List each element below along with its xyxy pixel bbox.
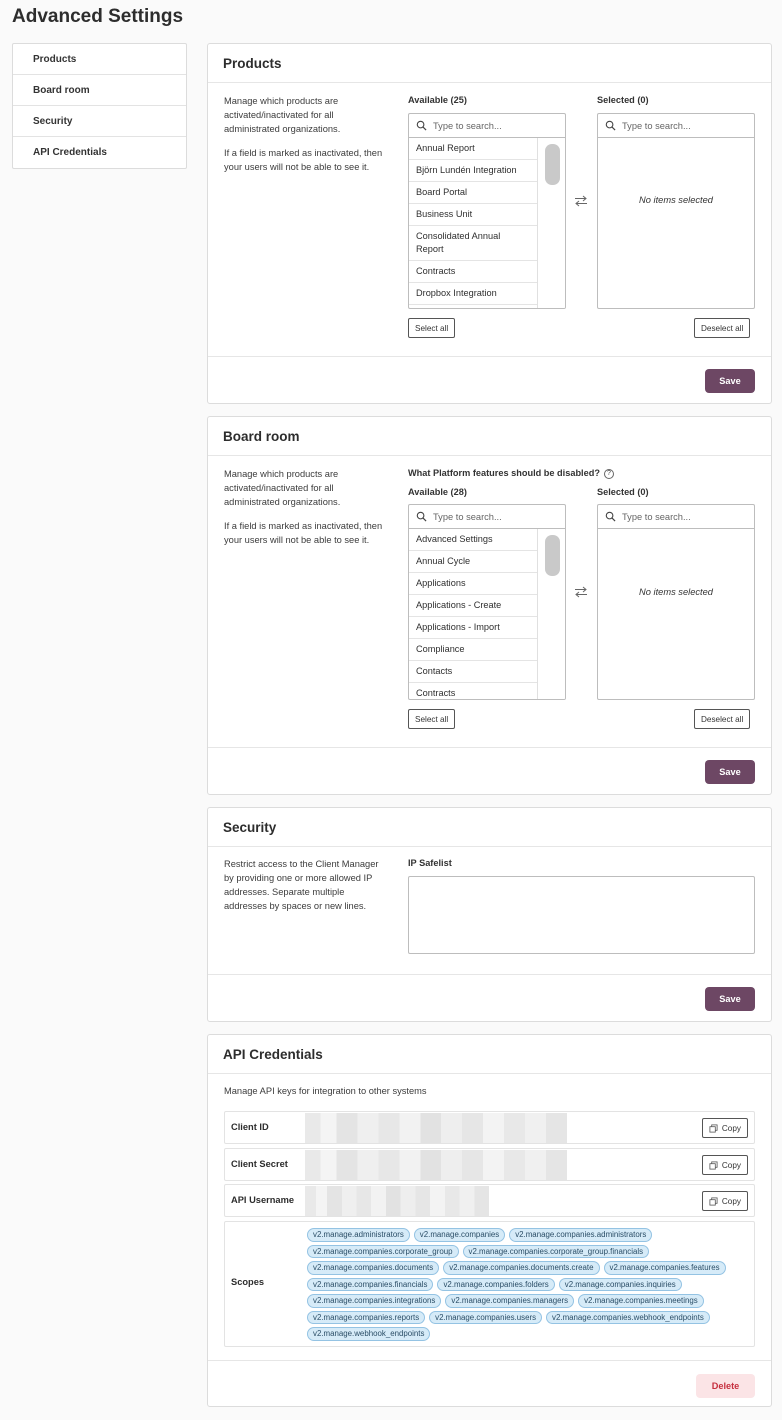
scope-tag: v2.manage.companies.corporate_group.financials [463,1245,650,1259]
sidebar-item-products[interactable]: Products [13,44,186,75]
products-title: Products [208,44,771,83]
board-room-question-text: What Platform features should be disabled? [408,468,600,478]
scope-tag: v2.manage.companies.folders [437,1278,554,1292]
scope-tag: v2.manage.administrators [307,1228,410,1242]
security-footer [208,975,771,1021]
scope-tag: v2.manage.companies.reports [307,1311,425,1325]
products-available-list [408,113,566,309]
client-id-label: Client ID [231,1122,269,1132]
products-description-2: If a field is marked as inactivated, then your users will not be able to see it. [224,148,383,172]
security-card [207,807,772,1022]
products-description-1: Manage which products are activated/inactivated for all administrated organizations. [224,96,341,134]
scrollbar-thumb[interactable] [545,144,560,185]
board-room-body [208,456,771,748]
scope-tag: v2.manage.companies.documents [307,1261,439,1275]
products-footer [208,357,771,403]
list-item[interactable]: Applications [409,573,537,595]
copy-label: Copy [721,1123,741,1133]
api-username-row [224,1184,755,1217]
scopes-row [224,1221,755,1347]
products-description [224,94,384,174]
board-room-description [224,467,384,547]
api-username-value-redacted [305,1186,489,1216]
board-room-selected-search [598,505,754,529]
list-item[interactable]: Business Unit [409,204,537,226]
scope-tags [307,1228,752,1341]
list-item[interactable]: Annual Report [409,138,537,160]
products-deselect-all-button[interactable]: Deselect all [694,318,750,338]
search-icon [605,511,616,522]
products-available-search [409,114,565,138]
api-credentials-title: API Credentials [208,1035,771,1074]
scope-tag: v2.manage.companies [414,1228,505,1242]
api-credentials-card [207,1034,772,1407]
board-room-footer [208,748,771,794]
sidebar-item-security[interactable]: Security [13,106,186,137]
client-secret-row [224,1148,755,1181]
scope-tag: v2.manage.companies.financials [307,1278,433,1292]
board-room-available-list [408,504,566,700]
list-item[interactable]: Applications - Import [409,617,537,639]
scope-tag: v2.manage.companies.managers [445,1294,574,1308]
list-item[interactable]: Advanced Settings [409,529,537,551]
board-room-selected-search-input[interactable] [622,512,742,522]
list-item[interactable]: Contracts [409,683,537,699]
sidebar-item-board-room[interactable]: Board room [13,75,186,106]
copy-client-secret-button[interactable] [702,1155,748,1175]
copy-icon [709,1161,718,1170]
list-item[interactable]: Applications - Create [409,595,537,617]
copy-icon [709,1124,718,1133]
scope-tag: v2.manage.companies.integrations [307,1294,441,1308]
board-room-empty-message: No items selected [639,587,713,597]
ip-safelist-label: IP Safelist [408,858,452,868]
scope-tag: v2.manage.companies.meetings [578,1294,704,1308]
scope-tag: v2.manage.companies.documents.create [443,1261,599,1275]
scope-tag: v2.manage.companies.users [429,1311,542,1325]
products-card [207,43,772,404]
search-icon [416,511,427,522]
search-icon [605,120,616,131]
help-icon[interactable]: ? [604,469,614,479]
scope-tag: v2.manage.webhook_endpoints [307,1327,430,1341]
products-save-button[interactable]: Save [705,369,755,393]
board-room-selected-list [597,504,755,700]
products-available-items [409,138,565,308]
scope-tag: v2.manage.companies.inquiries [559,1278,682,1292]
security-body [208,847,771,975]
api-username-label: API Username [231,1195,295,1205]
sidebar-item-api-credentials[interactable]: API Credentials [33,147,107,158]
board-room-save-button[interactable]: Save [705,760,755,784]
scrollbar-thumb[interactable] [545,535,560,576]
board-room-available-search-input[interactable] [433,512,553,522]
page-title: Advanced Settings [12,6,184,27]
list-item[interactable]: Dropbox Integration [409,283,537,305]
board-room-description-2: If a field is marked as inactivated, then your users will not be able to see it. [224,521,383,545]
security-save-button[interactable]: Save [705,987,755,1011]
copy-api-username-button[interactable] [702,1191,748,1211]
settings-sidebar [12,43,187,169]
scope-tag: v2.manage.companies.administrators [509,1228,652,1242]
scope-tag: v2.manage.companies.features [604,1261,726,1275]
list-item[interactable]: Contracts [409,261,537,283]
copy-client-id-button[interactable] [702,1118,748,1138]
client-id-row [224,1111,755,1144]
board-room-card [207,416,772,795]
products-list-scrollbar[interactable] [537,138,565,308]
board-room-description-1: Manage which products are activated/inactivated for all administrated organizations. [224,469,341,507]
products-empty-message: No items selected [639,195,713,205]
list-item[interactable]: Annual Cycle [409,551,537,573]
products-body [208,83,771,357]
scope-tag: v2.manage.companies.webhook_endpoints [546,1311,710,1325]
copy-icon [709,1197,718,1206]
list-item[interactable]: Contacts [409,661,537,683]
board-room-title: Board room [208,417,771,456]
transfer-arrows-icon [574,586,588,598]
security-title: Security [208,808,771,847]
search-icon [416,120,427,131]
scope-tag: v2.manage.companies.corporate_group [307,1245,459,1259]
board-room-available-label: Available (28) [408,487,467,497]
delete-credentials-button[interactable]: Delete [696,1374,755,1398]
board-room-question [408,468,614,479]
client-secret-label: Client Secret [231,1159,288,1169]
api-credentials-body [208,1074,771,1361]
products-available-label: Available (25) [408,95,467,105]
api-credentials-footer [208,1361,771,1407]
products-selected-search [598,114,754,138]
board-room-deselect-all-button[interactable]: Deselect all [694,709,750,729]
products-selected-list [597,113,755,309]
board-room-available-search [409,505,565,529]
board-room-list-scrollbar[interactable] [537,529,565,699]
client-secret-value-redacted [305,1150,567,1180]
products-select-all-button[interactable]: Select all [408,318,455,338]
client-id-value-redacted [305,1113,567,1143]
products-available-search-input[interactable] [433,121,553,131]
copy-label: Copy [721,1196,741,1206]
transfer-arrows-icon [574,195,588,207]
products-selected-label: Selected (0) [597,95,649,105]
api-description: Manage API keys for integration to other systems [224,1086,427,1096]
copy-label: Copy [721,1160,741,1170]
security-description: Restrict access to the Client Manager by providing one or more allowed IP addresses. Separate multiple addresses by spaces or new lines. [224,859,379,911]
board-room-available-items [409,529,565,699]
products-selected-search-input[interactable] [622,121,742,131]
list-item[interactable]: Board Portal [409,182,537,204]
list-item[interactable]: Björn Lundén Integration [409,160,537,182]
list-item[interactable]: Compliance [409,639,537,661]
scopes-label: Scopes [231,1277,265,1287]
list-item[interactable]: Consolidated Annual Report [409,226,537,261]
ip-safelist-input[interactable] [408,876,755,954]
board-room-select-all-button[interactable]: Select all [408,709,455,729]
board-room-selected-label: Selected (0) [597,487,649,497]
